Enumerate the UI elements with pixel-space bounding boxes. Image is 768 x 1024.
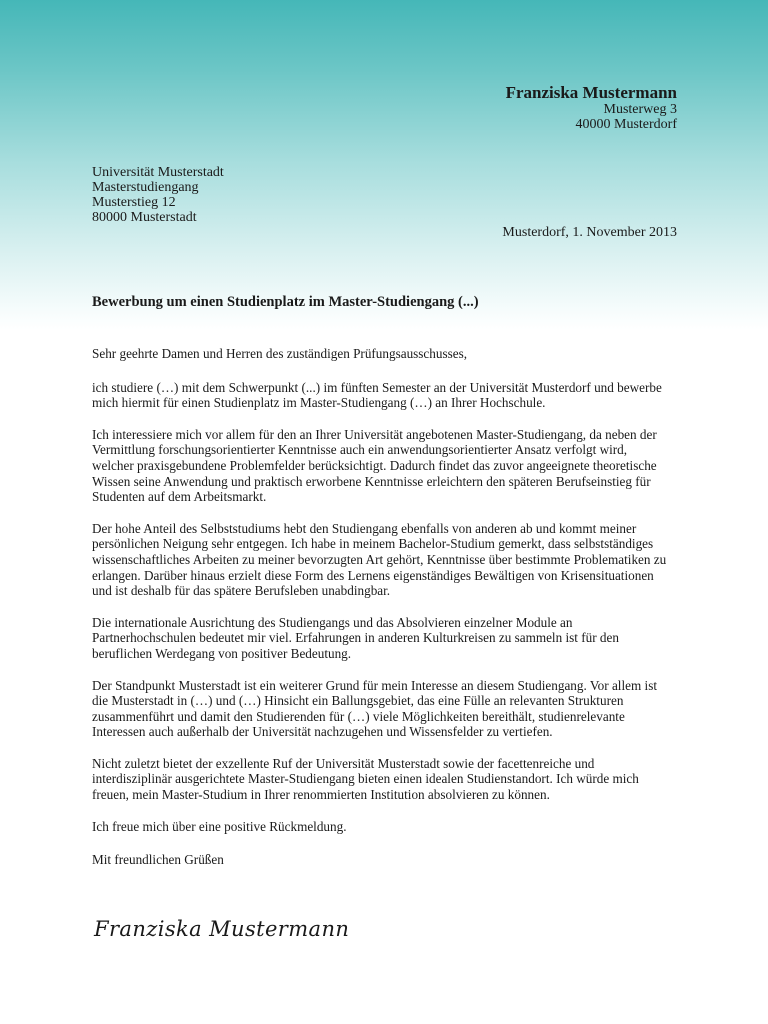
signature: Franziska Mustermann xyxy=(94,917,350,941)
sender-city: 40000 Musterdorf xyxy=(575,117,677,132)
body-paragraph: Der Standpunkt Musterstadt ist ein weiterer Grund für mein Interesse an diesem Studiengang. Vor allem ist die Musterstadt in (…) und (…) Hinsicht ein Ballungsgebiet, das eine Fülle an relevanten Strukturen zusammenführt und damit den Studierenden für (…) viele Möglichkeiten bereithält, studienrelevante Interessen auch außerhalb der Universität nachzugehen und Wissensfelder zu vertiefen. xyxy=(92,677,657,740)
recipient-line: Musterstieg 12 xyxy=(92,195,176,210)
recipient-line: 80000 Musterstadt xyxy=(92,210,197,225)
body-paragraph: Nicht zuletzt bietet der exzellente Ruf der Universität Musterstadt sowie der facettenreiche und interdisziplinär ausgerichtete Master-Studiengang bieten einen idealen Studienstandort. Ich würde mich freuen, mein Master-Studium in Ihrer renommierten Institution absolvieren zu können. xyxy=(92,755,639,803)
letter-body xyxy=(92,346,670,884)
sender-name: Franziska Mustermann xyxy=(505,83,677,102)
body-paragraph: ich studiere (…) mit dem Schwerpunkt (...) im fünften Semester an der Universität Musterdorf und bewerbe mich hiermit für einen Studienplatz im Master-Studiengang (…) an Ihrer Hochschule. xyxy=(92,379,662,411)
recipient-line: Universität Musterstadt xyxy=(92,165,224,180)
body-paragraph: Der hohe Anteil des Selbststudiums hebt den Studiengang ebenfalls von anderen ab und kommt meiner persönlichen Neigung sehr entgegen. Ich habe in meinem Bachelor-Studium gemerkt, dass selbstständiges wissenschaftliches Arbeiten zu meiner bevorzugten Art gehört, Kenntnisse über bestimmte Problematiken zu erlangen. Darüber hinaus erzielt diese Form des Lernens eigenständiges Bewältigen von Krisensituationen und ist deshalb für das spätere Berufsleben unabdingbar. xyxy=(92,520,667,599)
sender-block xyxy=(506,84,677,132)
closing: Mit freundlichen Grüßen xyxy=(92,852,224,868)
recipient-block xyxy=(92,165,224,225)
body-paragraph: Die internationale Ausrichtung des Studiengangs und das Absolvieren einzelner Module an Partnerhochschulen bedeutet mir viel. Erfahrungen in anderen Kulturkreisen zu sammeln ist für den beruflichen Werdegang von positiver Bedeutung. xyxy=(92,614,619,661)
salutation: Sehr geehrte Damen und Herren des zuständigen Prüfungsausschusses, xyxy=(92,346,468,361)
body-paragraph: Ich interessiere mich vor allem für den an Ihrer Universität angebotenen Master-Studiengang, da neben der Vermittlung forschungsorientierter Kenntnisse auch ein anwendungsorientierter Ansatz verfolgt wird, welcher praxisgebundene Problemfelder berücksichtigt. Dadurch findet das zuvor angeeignete theoretische Wissen seine Anwendung und praktisch erworbene Kenntnisse erleichtern den späteren Berufseinstieg für Studenten auf dem Arbeitsmarkt. xyxy=(92,426,657,505)
recipient-line: Masterstudiengang xyxy=(92,180,199,195)
sender-street: Musterweg 3 xyxy=(603,102,677,117)
letter-subject: Bewerbung um einen Studienplatz im Master-Studiengang (...) xyxy=(92,294,479,310)
letter-date: Musterdorf, 1. November 2013 xyxy=(502,225,677,240)
body-paragraph: Ich freue mich über eine positive Rückmeldung. xyxy=(92,818,347,834)
